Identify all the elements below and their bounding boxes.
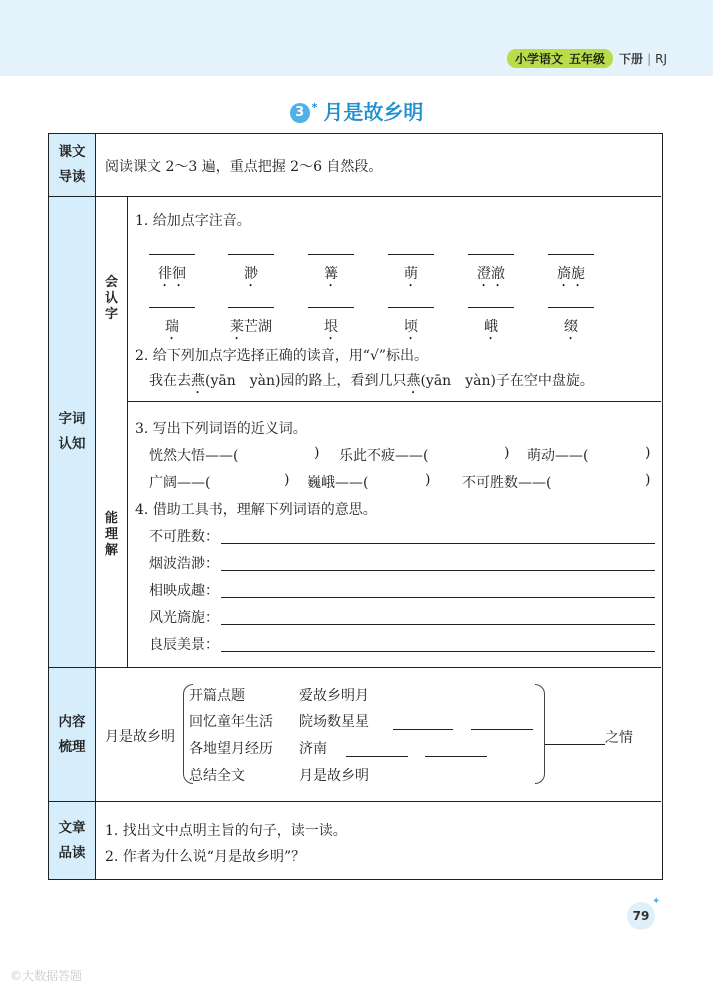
answer-line[interactable]	[221, 597, 655, 598]
watermark: ©大数据答题	[10, 969, 83, 983]
answer-line[interactable]	[221, 570, 655, 571]
pinyin-word-dotted: 瑞	[165, 319, 179, 335]
answer-line[interactable]	[221, 543, 655, 544]
q2-dot-char-1: 燕	[191, 373, 205, 389]
q4-term: 烟波浩渺：	[149, 556, 219, 572]
pinyin-word-dotted: 渺	[244, 266, 258, 282]
label-words	[49, 197, 95, 667]
optional-star: *	[311, 101, 318, 114]
q3-answer-5[interactable]: )	[425, 472, 431, 488]
label-guide-1: 课文	[58, 144, 86, 160]
pinyin-word	[384, 263, 438, 290]
pinyin-blank[interactable]	[228, 254, 274, 255]
q4-term: 风光旖旎：	[149, 610, 219, 626]
label-reading-2: 品读	[58, 844, 86, 861]
pinyin-item	[224, 254, 278, 290]
pinyin-item	[224, 307, 278, 343]
lesson-number-badge: 3	[290, 103, 310, 123]
q2-sentence-c[interactable]: (yān yàn)子在空中盘旋。	[420, 373, 594, 389]
outline-part-3: 各地望月经历	[189, 741, 273, 757]
sublabel-recognize-1: 会	[104, 275, 118, 290]
q3-word-6: 不可胜数——(	[462, 475, 552, 491]
subject-label: 小学语文	[515, 52, 564, 66]
reading-question-1: 1. 找出文中点明主旨的句子，读一读。	[105, 823, 347, 839]
pinyin-item	[145, 254, 199, 290]
answer-line[interactable]	[221, 651, 655, 652]
guide-text: 阅读课文 2～3 遍，重点把握 2～6 自然段。	[105, 159, 383, 175]
pinyin-word	[224, 263, 278, 290]
q3-word-3: 萌动——(	[527, 448, 589, 464]
outline-root: 月是故乡明	[105, 729, 175, 745]
label-content-1: 内容	[58, 713, 86, 730]
q3-word-1: 恍然大悟——(	[149, 448, 239, 464]
outline-part-4: 总结全文	[189, 768, 245, 784]
divider	[49, 667, 661, 668]
sublabel-understand	[96, 402, 127, 667]
pinyin-blank[interactable]	[149, 307, 195, 308]
sublabel-recognize-3: 字	[104, 307, 118, 322]
pinyin-blank[interactable]	[228, 307, 274, 308]
pinyin-item	[384, 254, 438, 290]
q4-term: 相映成趣：	[149, 583, 219, 599]
pinyin-word	[544, 316, 598, 343]
outline-detail-3: 济南	[299, 741, 327, 757]
pinyin-item	[544, 254, 598, 290]
answer-blank[interactable]	[471, 729, 533, 730]
pinyin-blank[interactable]	[388, 254, 434, 255]
answer-blank[interactable]	[425, 756, 487, 757]
pinyin-word-dotted: 莱	[230, 319, 244, 335]
pinyin-word-dotted: 缀	[564, 319, 578, 335]
answer-blank[interactable]	[346, 756, 408, 757]
pinyin-word-dotted: 垠	[324, 319, 338, 335]
pinyin-word	[145, 316, 199, 343]
divider	[49, 196, 661, 197]
pinyin-word-post: 芒湖	[244, 319, 272, 335]
q4-term: 不可胜数：	[149, 529, 219, 545]
label-guide-2: 导读	[58, 169, 86, 185]
pinyin-blank[interactable]	[308, 307, 354, 308]
question-2: 2. 给下列加点字选择正确的读音，用“√”标出。	[135, 348, 429, 364]
volume-label: 下册	[619, 52, 644, 66]
pinyin-word-dotted: 峨	[484, 319, 498, 335]
sublabel-understand-3: 解	[104, 542, 118, 558]
outline-detail-4: 月是故乡明	[299, 768, 369, 784]
label-content-2: 梳理	[58, 738, 86, 755]
q3-answer-4[interactable]: )	[284, 472, 290, 488]
pinyin-word	[464, 263, 518, 290]
pinyin-word-dotted: 徘徊	[158, 266, 186, 282]
watermark-text: 大数据答题	[22, 969, 83, 983]
pinyin-blank[interactable]	[548, 307, 594, 308]
divider	[127, 197, 128, 667]
label-reading-1: 文章	[58, 819, 86, 836]
pinyin-word	[544, 263, 598, 290]
sparkle-icon: ✦	[652, 896, 661, 907]
divider	[49, 801, 661, 802]
outline-part-2: 回忆童年生活	[189, 714, 273, 730]
q3-word-2: 乐此不疲——(	[339, 448, 429, 464]
question-2-sentence	[149, 370, 594, 397]
question-1: 1. 给加点字注音。	[135, 213, 251, 229]
pinyin-item	[304, 254, 358, 290]
worksheet-table	[48, 133, 663, 880]
answer-blank[interactable]	[393, 729, 453, 730]
q3-answer-1[interactable]: )	[314, 445, 320, 461]
edition-label: RJ	[655, 51, 667, 66]
q3-answer-2[interactable]: )	[504, 445, 510, 461]
q4-term: 良辰美景：	[149, 637, 219, 653]
lesson-title	[0, 96, 713, 125]
pinyin-item	[464, 307, 518, 343]
pinyin-word	[224, 316, 278, 343]
pinyin-blank[interactable]	[388, 307, 434, 308]
grade-label: 五年级	[569, 52, 606, 66]
header-separator: |	[647, 51, 652, 66]
q3-answer-3[interactable]: )	[645, 445, 651, 461]
divider	[127, 401, 661, 402]
pinyin-word	[464, 316, 518, 343]
outline-detail-1: 爱故乡明月	[299, 688, 369, 704]
label-words-1: 字词	[58, 411, 86, 427]
pinyin-item	[464, 254, 518, 290]
outline-part-1: 开篇点题	[189, 688, 245, 704]
label-words-2: 认知	[58, 436, 86, 452]
sublabel-understand-1: 能	[104, 510, 118, 526]
outline-detail-2: 院场数星星	[299, 714, 369, 730]
divider	[95, 134, 96, 879]
question-3: 3. 写出下列词语的近义词。	[135, 421, 307, 437]
pinyin-word	[304, 263, 358, 290]
pinyin-item	[544, 307, 598, 343]
pinyin-blank[interactable]	[149, 254, 195, 255]
pinyin-word-dotted: 旖旎	[557, 266, 585, 282]
pinyin-word-dotted: 澄澈	[477, 266, 505, 282]
pinyin-item	[145, 307, 199, 343]
outline-end: 之情	[605, 730, 633, 746]
lesson-title-text: 月是故乡明	[323, 100, 424, 124]
pinyin-blank[interactable]	[468, 307, 514, 308]
q2-sentence-b[interactable]: (yān yàn)园的路上，看到几只	[205, 373, 407, 389]
pinyin-word	[304, 316, 358, 343]
pinyin-item	[384, 307, 438, 343]
q3-word-4: 广阔——(	[149, 475, 211, 491]
pinyin-word-dotted: 篝	[324, 266, 338, 282]
answer-line[interactable]	[221, 624, 655, 625]
book-header	[507, 49, 667, 68]
reading-question-2: 2. 作者为什么说“月是故乡明”？	[105, 849, 306, 865]
right-brace	[535, 684, 545, 784]
q2-dot-char-2: 燕	[406, 373, 421, 389]
page-number: 79	[627, 902, 655, 930]
label-content	[49, 668, 95, 801]
q2-sentence-a: 我在去	[149, 373, 191, 389]
label-reading	[49, 802, 95, 879]
pinyin-blank[interactable]	[468, 254, 514, 255]
question-4: 4. 借助工具书，理解下列词语的意思。	[135, 502, 377, 518]
pinyin-word-dotted: 萌	[404, 266, 418, 282]
sublabel-understand-2: 理	[104, 526, 118, 542]
pinyin-blank[interactable]	[548, 254, 594, 255]
pinyin-item	[304, 307, 358, 343]
sublabel-recognize	[96, 197, 127, 401]
q3-answer-6[interactable]: )	[645, 472, 651, 488]
pinyin-word-dotted: 顷	[404, 319, 418, 335]
q3-word-5: 巍峨——(	[307, 475, 369, 491]
sublabel-recognize-2: 认	[104, 291, 118, 306]
subject-badge	[507, 49, 613, 68]
pinyin-blank[interactable]	[308, 254, 354, 255]
pinyin-word	[145, 263, 199, 290]
answer-blank[interactable]	[545, 744, 605, 745]
pinyin-word	[384, 316, 438, 343]
label-guide	[49, 134, 95, 196]
